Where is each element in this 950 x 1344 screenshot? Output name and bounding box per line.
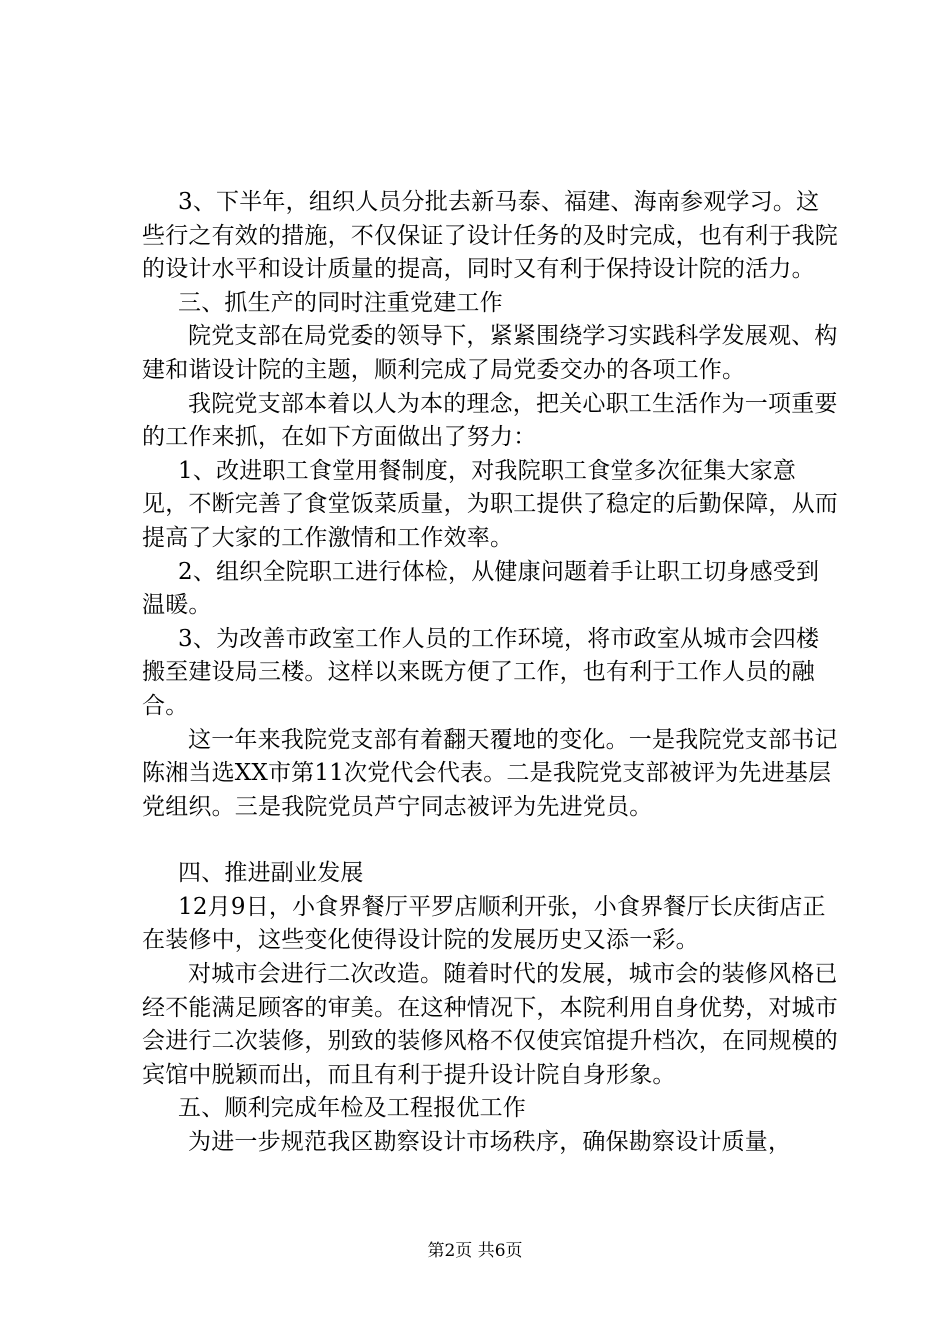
- paragraph-market-regulation: 为进一步规范我区勘察设计市场秩序，确保勘察设计质量，: [188, 1129, 792, 1156]
- paragraph-people-oriented: 我院党支部本着以人为本的理念，把关心职工生活作为一项重要的工作来抓，在如下方面做出了努力：: [142, 390, 838, 451]
- page-number-footer: 第2页 共6页: [427, 1241, 523, 1261]
- paragraph-spacer: [142, 824, 842, 857]
- paragraph-restaurant-opening: 12月9日，小食界餐厅平罗店顺利开张，小食界餐厅长庆街店正在装修中，这些变化使得设计院的发展历史又添一彩。: [142, 893, 826, 954]
- paragraph-yearly-changes: 这一年来我院党支部有着翻天覆地的变化。一是我院党支部书记陈湘当选XX市第11次党代会代表。二是我院党支部被评为先进基层党组织。三是我院党员芦宁同志被评为先进党员。: [142, 726, 838, 820]
- document-body: [142, 186, 842, 1160]
- paragraph-item-2-health-check: 2、组织全院职工进行体检，从健康问题着手让职工切身感受到温暖。: [142, 558, 820, 619]
- paragraph-item-3-office-move: 3、为改善市政室工作人员的工作环境，将市政室从城市会四楼搬至建设局三楼。这样以来既方便了工作，也有利于工作人员的融合。: [142, 625, 820, 719]
- paragraph-party-branch-leadership: 院党支部在局党委的领导下，紧紧围绕学习实践科学发展观、构建和谐设计院的主题，顺利完成了局党委交办的各项工作。: [142, 323, 838, 383]
- paragraph-item-3-study-tour: 3、下半年，组织人员分批去新马泰、福建、海南参观学习。这些行之有效的措施，不仅保证了设计任务的及时完成，也有利于我院的设计水平和设计质量的提高，同时又有利于保持设计院的活力。: [142, 189, 838, 283]
- section-heading-side-business: 四、推进副业发展: [178, 860, 364, 887]
- paragraph-item-1-canteen: 1、改进职工食堂用餐制度，对我院职工食堂多次征集大家意见，不断完善了食堂饭菜质量，为职工提供了稳定的后勤保障，从而提高了大家的工作激情和工作效率。: [142, 457, 838, 551]
- paragraph-renovation: 对城市会进行二次改造。随着时代的发展，城市会的装修风格已经不能满足顾客的审美。在这种情况下，本院利用自身优势，对城市会进行二次装修，别致的装修风格不仅使宾馆提升档次，在同规模的宾馆中脱颖而出，而且有利于提升设计院自身形象。: [142, 961, 838, 1088]
- section-heading-annual-inspection: 五、顺利完成年检及工程报优工作: [178, 1095, 526, 1122]
- section-heading-party-building: 三、抓生产的同时注重党建工作: [178, 289, 503, 316]
